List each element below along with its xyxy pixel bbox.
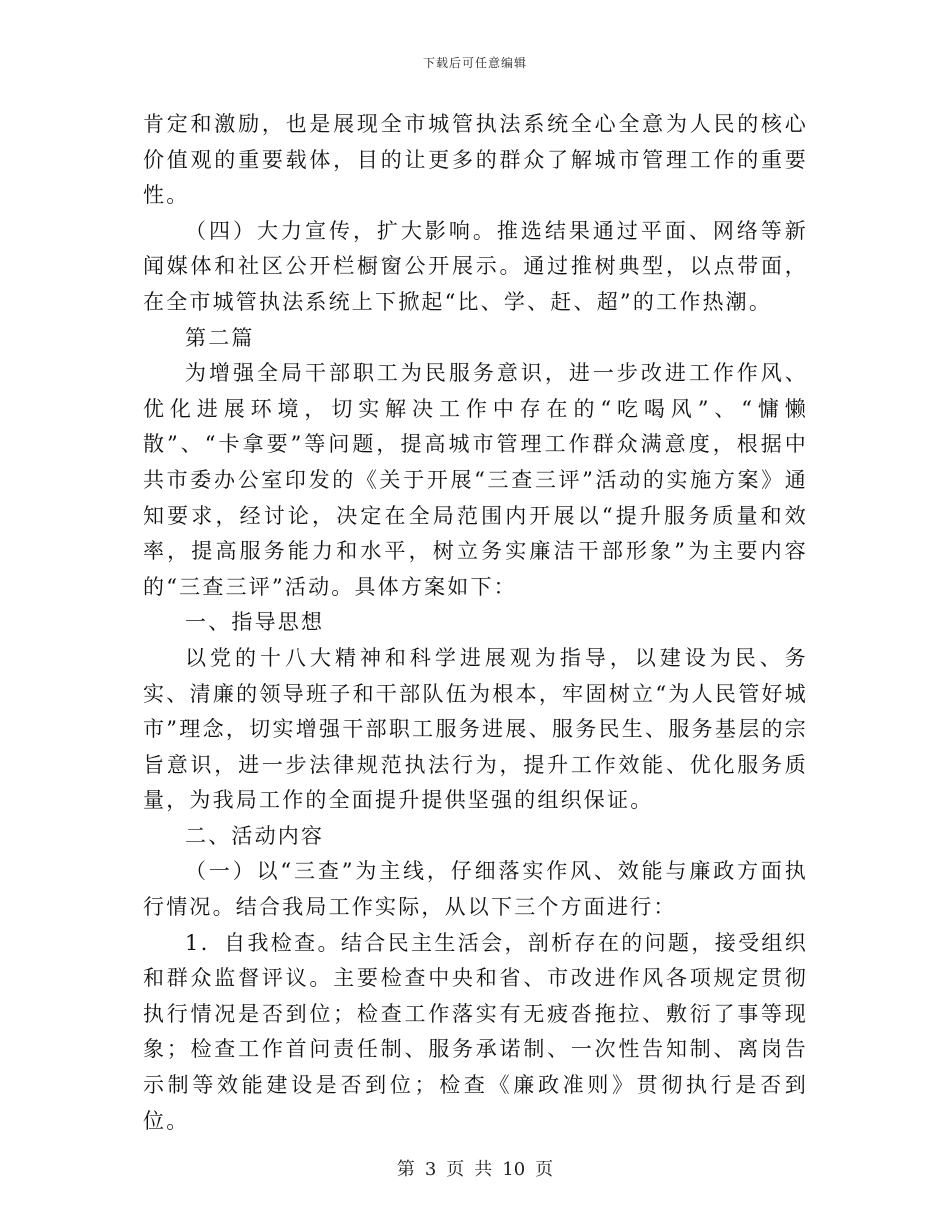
section-heading: 二、活动内容 bbox=[185, 823, 325, 848]
section-title: 第二篇 bbox=[185, 325, 255, 350]
section-heading: 一、指导思想 bbox=[185, 610, 325, 635]
paragraph: （一）以“三查”为主线，仔细落实作风、效能与廉政方面执行情况。结合我局工作实际，从以下三个方面进行： bbox=[143, 859, 808, 920]
paragraph: （四）大力宣传，扩大影响。推选结果通过平面、网络等新闻媒体和社区公开栏橱窗公开展示。通过推树典型，以点带面，在全市城管执法系统上下掀起“比、学、赶、超”的工作热潮。 bbox=[143, 218, 808, 314]
footer-total-pages: 10 bbox=[502, 1159, 526, 1180]
paragraph: 为增强全局干部职工为民服务意识，进一步改进工作作风、优化进展环境，切实解决工作中存在的“吃喝风”、“慵懒散”、“卡拿要”等问题，提高城市管理工作群众满意度，根据中共市委办公室印发的《关于开展“三查三评”活动的实施方案》通知要求，经讨论，决定在全局范围内开展以“提升服务质量和效率，提高服务能力和水平，树立务实廉洁干部形象”为主要内容的“三查三评”活动。具体方案如下： bbox=[143, 361, 808, 599]
footer-label-total: 共 bbox=[474, 1159, 493, 1180]
page-header-note: 下载后可任意编辑 bbox=[422, 56, 527, 70]
paragraph: 以党的十八大精神和科学进展观为指导，以建设为民、务实、清廉的领导班子和干部队伍为根本，牢固树立“为人民管好城市”理念，切实增强干部职工服务进展、服务民生、服务基层的宗旨意识，进一步法律规范执法行为，提升工作效能、优化服务质量，为我局工作的全面提升提供坚强的组织保证。 bbox=[143, 645, 808, 813]
page-footer bbox=[0, 1155, 950, 1181]
paragraph: 肯定和激励，也是展现全市城管执法系统全心全意为人民的核心价值观的重要载体，目的让更多的群众了解城市管理工作的重要性。 bbox=[143, 112, 808, 208]
paragraph: 1．自我检查。结合民主生活会，剖析存在的问题，接受组织和群众监督评议。主要检查中央和省、市改进作风各项规定贯彻执行情况是否到位；检查工作落实有无疲沓拖拉、敷衍了事等现象；检查工作首问责任制、服务承诺制、一次性告知制、离岗告示制等效能建设是否到位；检查《廉政准则》贯彻执行是否到位。 bbox=[143, 930, 808, 1133]
footer-label-pages: 页 bbox=[446, 1159, 465, 1180]
footer-label-end: 页 bbox=[535, 1159, 554, 1180]
footer-label-page: 第 bbox=[396, 1159, 415, 1180]
footer-current-page: 3 bbox=[424, 1159, 437, 1180]
document-body bbox=[143, 107, 808, 1139]
